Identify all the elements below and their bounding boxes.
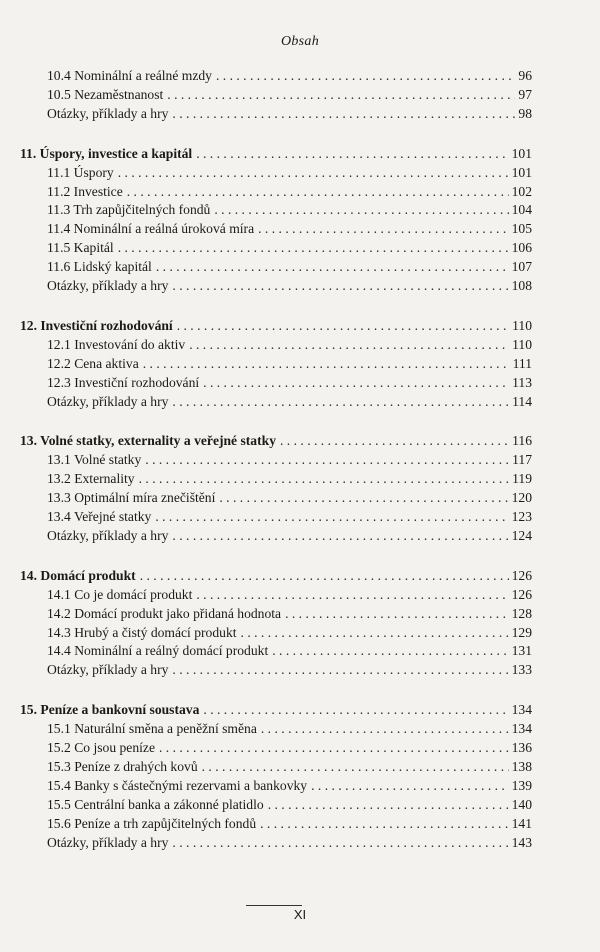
entry-page-number: 120 [511,490,532,506]
entry-page-number: 101 [511,145,532,161]
entry-title: 13.3 Optimální míra znečištění [47,490,216,506]
entry-title: 15.6 Peníze a trh zapůjčitelných fondů [47,815,257,831]
entry-title: 11. Úspory, investice a kapitál [20,145,193,161]
entry-title: 11.5 Kapitál [47,240,114,256]
dot-leader [167,85,515,104]
section-entry [47,163,532,182]
entry-title: 11.1 Úspory [47,164,114,180]
dot-leader [261,719,509,738]
entry-title: Otázky, příklady a hry [47,105,169,121]
section-entry [47,257,532,276]
entry-page-number: 97 [518,86,532,102]
chapter-entry [20,316,532,335]
entry-page-number: 96 [518,68,532,83]
entry-page-number: 104 [511,202,532,218]
dot-leader [172,104,515,123]
entry-page-number: 111 [512,355,532,371]
section-entry [47,392,532,411]
entry-page-number: 131 [511,643,532,659]
dot-leader [156,257,509,276]
entry-page-number: 98 [518,105,532,121]
dot-leader [177,316,509,335]
entry-page-number: 141 [511,815,532,831]
entry-page-number: 107 [511,259,532,275]
chapter-entry [20,431,532,450]
section-entry [47,85,532,104]
section-entry [47,814,532,833]
dot-leader [272,641,508,660]
entry-page-number: 119 [512,471,532,487]
entry-title: 13.2 Externality [47,471,135,487]
section-entry [47,776,532,795]
section-entry [47,66,532,85]
dot-leader [172,660,508,679]
entry-page-number: 101 [511,164,532,180]
dot-leader [258,219,508,238]
dot-leader [202,757,509,776]
dot-leader [172,833,508,852]
entry-page-number: 143 [511,834,532,850]
dot-leader [241,623,509,642]
entry-page-number: 140 [511,796,532,812]
dot-leader [127,182,509,201]
entry-title: 13.1 Volné statky [47,452,142,468]
section-entry [47,641,532,660]
entry-title: 14.4 Nominální a reálný domácí produkt [47,643,269,659]
dot-leader [219,488,508,507]
chapter-entry [20,700,532,719]
dot-leader [268,795,509,814]
dot-leader [311,776,509,795]
entry-title: 12. Investiční rozhodování [20,317,173,333]
entry-title: Otázky, příklady a hry [47,278,169,293]
dot-leader [196,144,508,163]
section-entry [47,354,532,373]
dot-leader [118,163,509,182]
dot-leader [159,738,509,757]
section-entry [47,660,532,679]
section-entry [47,604,532,623]
entry-title: 10.4 Nominální a reálné mzdy [47,68,212,83]
entry-title: 15.3 Peníze z drahých kovů [47,758,198,774]
section-entry [47,795,532,814]
entry-title: Otázky, příklady a hry [47,834,169,850]
entry-title: 15.5 Centrální banka a zákonné platidlo [47,796,264,812]
section-entry [47,757,532,776]
entry-page-number: 129 [511,624,532,640]
dot-leader [196,585,508,604]
dot-leader [203,700,508,719]
page-number: XI [293,907,307,922]
entry-title: 14.2 Domácí produkt jako přidaná hodnota [47,605,282,621]
section-entry [47,104,532,123]
dot-leader [139,469,510,488]
dot-leader [285,604,509,623]
entry-page-number: 108 [511,278,532,293]
dot-leader [203,373,509,392]
entry-title: Otázky, příklady a hry [47,393,169,409]
entry-page-number: 134 [511,721,532,737]
entry-page-number: 126 [511,586,532,602]
entry-page-number: 114 [512,393,532,409]
chapter-entry [20,566,532,585]
entry-title: 11.6 Lidský kapitál [47,259,152,275]
entry-title: 15. Peníze a bankovní soustava [20,702,200,718]
section-entry [47,200,532,219]
section-entry [47,738,532,757]
entry-page-number: 136 [511,740,532,755]
entry-page-number: 106 [511,240,532,256]
entry-title: 11.3 Trh zapůjčitelných fondů [47,202,211,218]
section-entry [47,833,532,852]
section-entry [47,623,532,642]
entry-title: Otázky, příklady a hry [47,527,169,543]
section-entry [47,469,532,488]
dot-leader [172,392,509,411]
section-entry [47,276,532,295]
dot-leader [216,66,515,85]
entry-title: 13. Volné statky, externality a veřejné statky [20,433,276,449]
entry-title: Otázky, příklady a hry [47,662,169,678]
entry-title: 15.4 Banky s částečnými rezervami a bankovky [47,777,308,793]
section-entry [47,488,532,507]
entry-page-number: 117 [512,452,532,468]
section-entry [47,719,532,738]
entry-title: 12.2 Cena aktiva [47,355,139,371]
entry-page-number: 116 [512,433,532,449]
entry-page-number: 113 [512,374,532,390]
entry-title: 15.1 Naturální směna a peněžní směna [47,721,257,737]
entry-title: 15.2 Co jsou peníze [47,740,155,755]
dot-leader [214,200,508,219]
dot-leader [280,431,509,450]
entry-title: 14.3 Hrubý a čistý domácí produkt [47,624,237,640]
entry-title: 11.2 Investice [47,183,123,199]
entry-page-number: 126 [511,567,532,583]
entry-title: 13.4 Veřejné statky [47,509,152,524]
section-entry [47,450,532,469]
chapter-entry [20,144,532,163]
entry-page-number: 110 [512,336,532,352]
dot-leader [143,354,510,373]
entry-title: 12.1 Investování do aktiv [47,336,186,352]
dot-leader [172,526,508,545]
footer-rule [246,905,302,906]
entry-title: 14.1 Co je domácí produkt [47,586,193,602]
dot-leader [140,566,509,585]
section-entry [47,585,532,604]
dot-leader [189,335,509,354]
entry-title: 10.5 Nezaměstnanost [47,86,164,102]
dot-leader [260,814,508,833]
section-entry [47,238,532,257]
entry-page-number: 128 [511,605,532,621]
dot-leader [172,276,508,295]
section-entry [47,182,532,201]
section-entry [47,526,532,545]
entry-title: 14. Domácí produkt [20,567,136,583]
section-entry [47,507,532,526]
entry-title: 11.4 Nominální a reálná úroková míra [47,221,255,237]
dot-leader [145,450,509,469]
entry-page-number: 102 [511,183,532,199]
dot-leader [118,238,509,257]
entry-page-number: 138 [511,758,532,774]
entry-page-number: 110 [512,317,532,333]
entry-page-number: 134 [511,702,532,718]
entry-page-number: 133 [511,662,532,678]
section-entry [47,219,532,238]
entry-page-number: 123 [511,509,532,524]
dot-leader [155,507,508,526]
running-header: Obsah [280,34,320,49]
entry-page-number: 105 [511,221,532,237]
entry-title: 12.3 Investiční rozhodování [47,374,200,390]
section-entry [47,373,532,392]
entry-page-number: 139 [511,777,532,793]
entry-page-number: 124 [511,527,532,543]
section-entry [47,335,532,354]
